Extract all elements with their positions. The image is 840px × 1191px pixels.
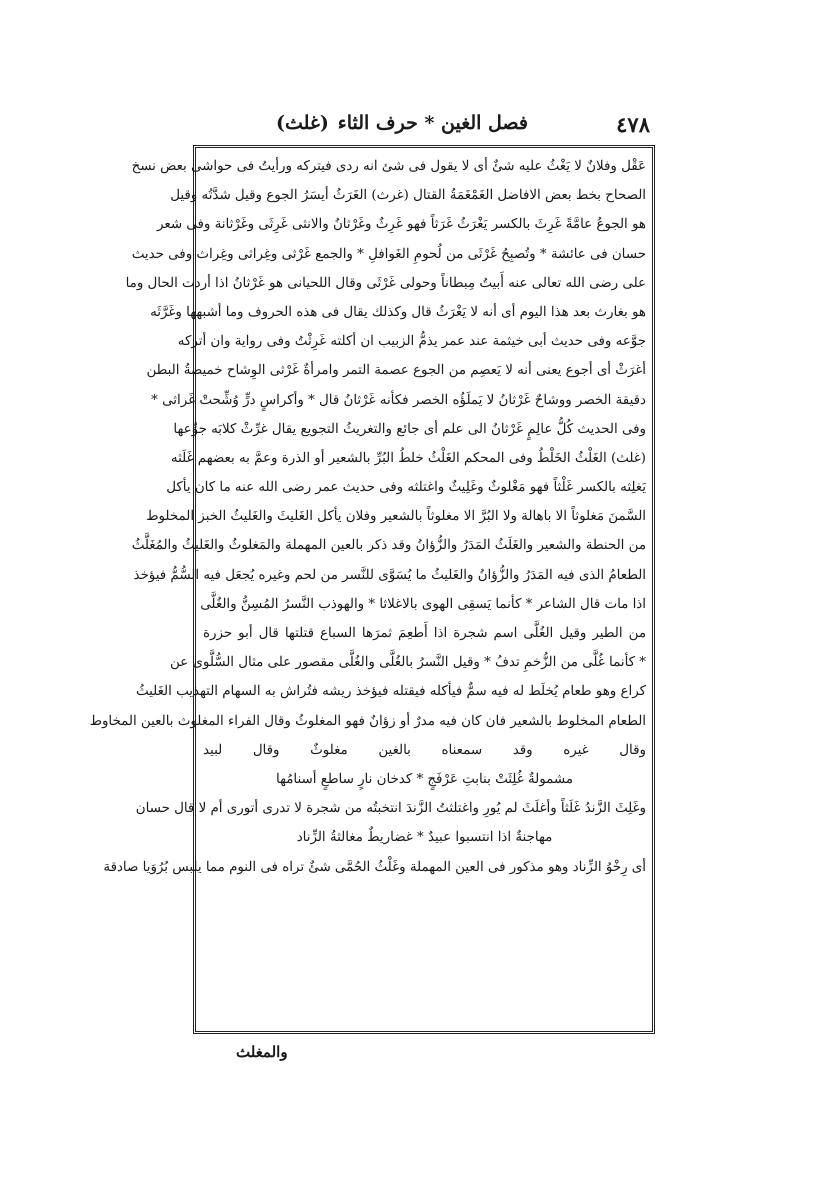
- page-header: [196, 112, 650, 140]
- verse-line: مشمولةٌ غُلِثَتْ بنابتِ عَرْفَجٍ * كدخان نارٍ ساطعٍ أسنامُها: [276, 771, 573, 787]
- text-line: * كأنما غُلَّى من الزُّخمِ تدفُ * وقيل النَّسرُ بالغُلَّى والغُلَّى مقصور على مثال السُّلَّوى عن: [169, 655, 646, 671]
- text-line: أغرَثْ أى أجوع يعنى أنه لا يَعصِم من الجوع عصمة التمر وامرأةٌ غَرْثى الوِشاح خميصةُ البطن: [146, 363, 646, 379]
- text-line: السَّمنَ مَغلوثاً الا باهالة ولا البُرَّ الا مغلوثاً بالشعير وفلان يأكل الغَليثَ والغَليثُ الخبز المخلوط: [146, 509, 646, 525]
- text-line: وفى الحديث كُلُّ عالِمٍ غَرْثانُ الى علم أى جائع والتغريثُ التجويع يقال غرِّثْ كلابَه جوِّعها: [173, 421, 646, 437]
- text-line: كراع وهو طعام يُخلَط له فيه سمٌّ فيأكله فيقتله فيؤخذ ريشه فتُراش به السهام التهذيب الغَليثُ: [135, 684, 646, 700]
- text-line: هو الجوعُ عامَّةً غَرِثَ بالكسر يَغْرَثُ غَرَثاً فهو غَرِثٌ وغَرْثانُ والانثى غَرِثَى وغَرْثانة وفى شعر: [156, 217, 646, 233]
- text-line: الصحاح بخط بعض الافاضل الغَمْغَمَةُ القتال (غرث) الغَرَثُ أيسَرُ الجوع وقيل شدَّتُه وقيل: [170, 188, 646, 204]
- text-line: أى رِخْوُ الزِّناد وهو مذكور فى العين المهملة وغَلْثُ الحُمَّى شئٌ تراه فى النوم مما يلبس بُرُوَيا صادقة: [103, 859, 646, 875]
- text-line: هو بغارث بعد هذا اليوم أى أنه لا يَغْرَثُ قال وكذلك يقال فى هذه الحروف وما أشبهها وغَرَّثَه: [150, 304, 646, 320]
- text-line: (غلث) الغَلْثُ الخَلْطُ وفى المحكم الغَلْثُ خلطُ البُرِّ بالشعير أو الذرة وعمَّ به بعضهم غَلَثه: [170, 450, 646, 466]
- text-line: عَقْل وفلانٌ لا يَغْثُ عليه شئٌ أى لا يقول فى شئ انه ردى فيتركه ورأيتُ فى حواشى بعض نسخ: [131, 159, 646, 174]
- text-line: جوَّعه وفى حديث أبى خيثمة عند عمر يذمُّ الزبيب ان أكلته غَرِثْتُ وفى رواية وان أتركه: [177, 334, 646, 350]
- catchword: والمغلث: [236, 1043, 288, 1061]
- verse-line: مهاجنةٌ اذا انتسبوا عبيدٌ * غضاريطٌ مغالثةُ الزِّناد: [296, 830, 553, 846]
- text-line: الطعام المخلوط بالشعير فان كان فيه مدرٌ أو زؤانٌ فهو المغلوثُ وقال الفراء المغلوث بالعين المخاوط: [89, 713, 646, 729]
- dictionary-text: [89, 152, 646, 1028]
- text-line: وقال غيره وقد سمعناه بالغين مغلوثٌ وقال لبيد: [203, 742, 646, 758]
- text-line: من الطير وقيل الغُلَّى اسم شجرة اذا أَطعِمَ ثمرَها السباع قتلتها قال أبو حزرة: [203, 626, 646, 641]
- page-number: ٤٧٨: [616, 112, 650, 137]
- text-line: وغَلِثَ الزَّندُ غَلَثاً وأغلَثَ لم يُورِ واغتلثتُ الزَّندَ انتخبتُه من شجرة لا تدرى أتورى أم لا قال حسان: [135, 801, 646, 817]
- root-heading: (غلث): [276, 112, 329, 134]
- text-line: اذا مات قال الشاعر * كأنما يَسقِى الهوى بالاغلاثا * والهوذب النَّسرُ المُسِنُّ والغُلَّى: [200, 596, 646, 612]
- text-line: الطعامُ الذى فيه المَدَرُ والزُّؤانُ والغَليثُ ما يُسَوَّى للنَّسر من لحم وغيره يُجعَل فيه السُّمُّ فيؤخذ: [133, 567, 646, 583]
- text-line: دقيقة الخصر ووشاحٌ غَرْثانُ لا يَملَؤُه الخصر فكأنه غَرْثانُ قال * وأكراسٍ درٍّ وُشِّحتْ غَراثى *: [151, 392, 646, 408]
- text-line: على رضى الله تعالى عنه أَبيتُ مِبطاناً وحولى غَرْثَى وقال اللحيانى هو غَرْثانُ اذا أردت الحال وما: [125, 275, 646, 291]
- text-line: يَغلِثه بالكسر غَلْثاً فهو مَغْلوثٌ وغَلِيثٌ واغتلثه وفى حديث عمر رضى الله عنه ما كان يأكل: [166, 480, 646, 496]
- text-line: من الحنطة والشعير والغَلَثُ المَدَرُ والزُّؤانُ وقد ذكر بالعين المهملة والمَغلوثُ والغَليثُ والمُغَلَّثُ: [131, 538, 646, 554]
- text-line: حسان فى عائشة * وتُصبِحُ غَرْثَى من لُحومِ الغَوافلِ * والجمع غَرْثى وغِراثى وغِراث وفى حديث: [131, 246, 646, 262]
- chapter-heading: فصل الغين * حرف الثاء: [337, 112, 528, 134]
